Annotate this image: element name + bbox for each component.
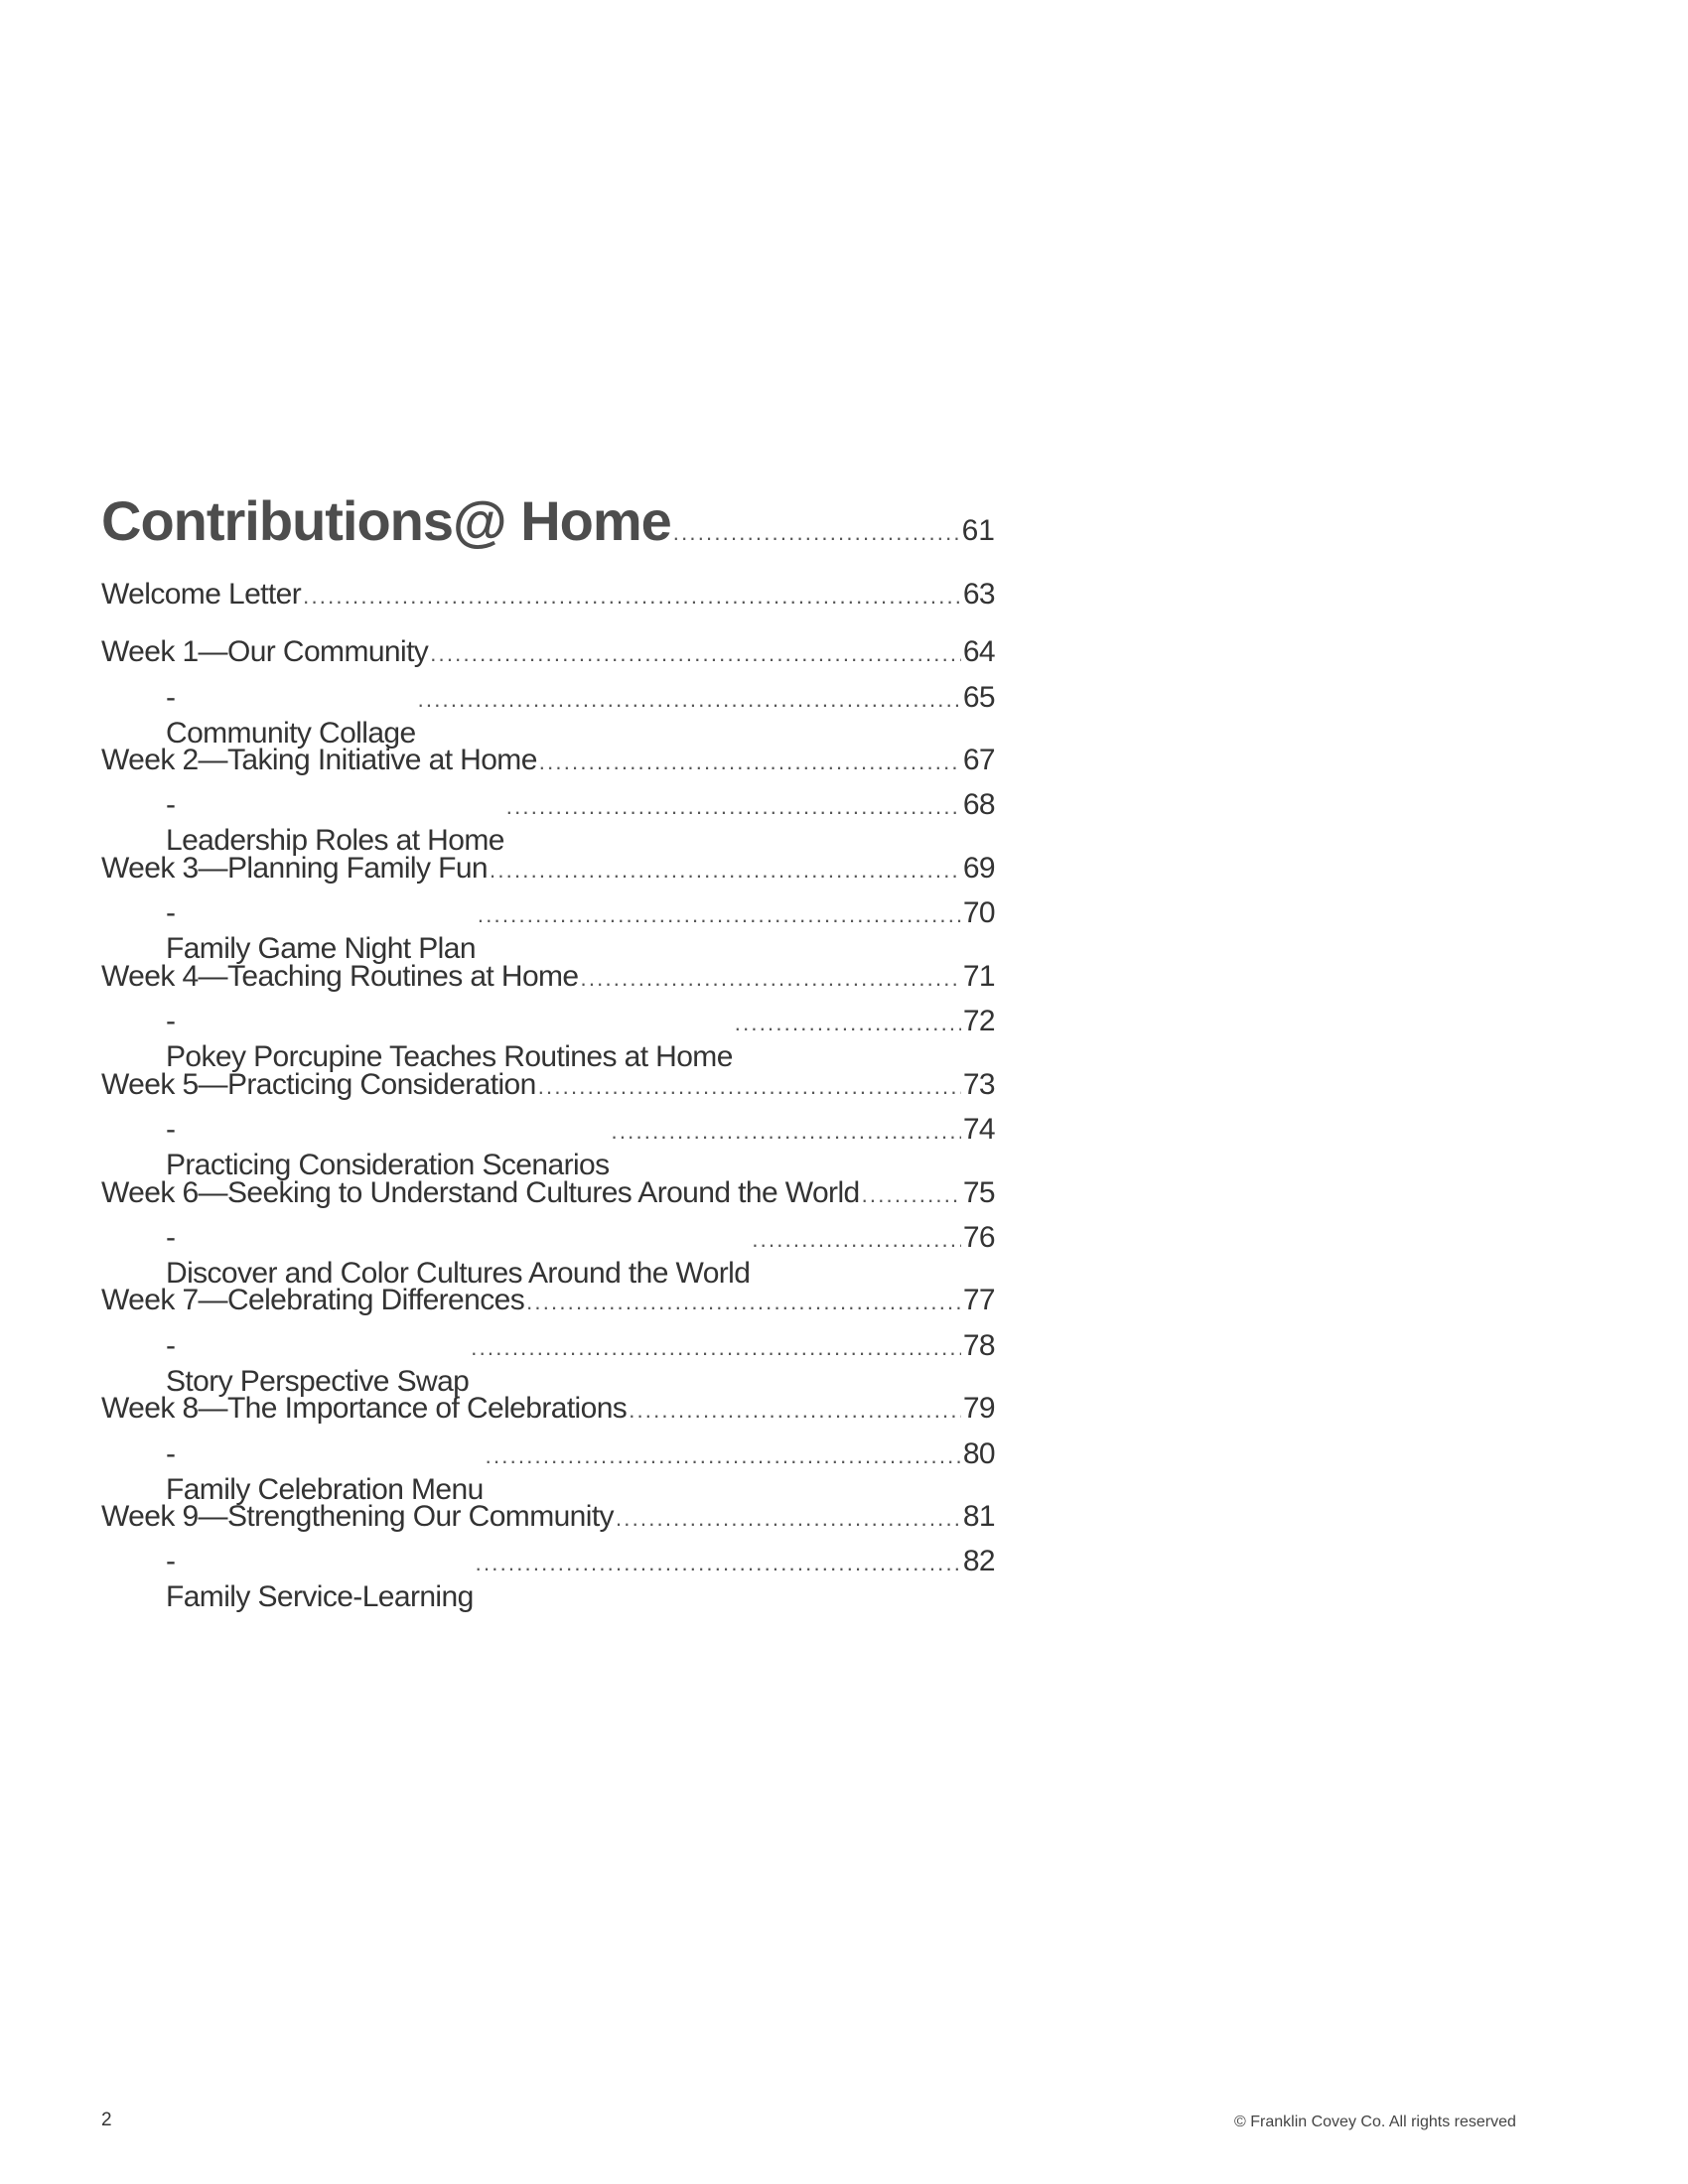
dot-leader bbox=[735, 1006, 961, 1041]
toc-entry[interactable] bbox=[101, 1391, 995, 1429]
toc-subentry[interactable] bbox=[101, 1328, 995, 1400]
entry-page-number: 71 bbox=[962, 960, 995, 993]
entry-page-number: 63 bbox=[962, 578, 995, 611]
entry-page-number: 64 bbox=[962, 635, 995, 668]
dot-leader bbox=[303, 579, 961, 614]
entry-label: Week 5—Practicing Consideration bbox=[101, 1068, 536, 1101]
dot-leader bbox=[752, 1222, 960, 1258]
entry-label-wrap bbox=[101, 1544, 474, 1615]
dot-leader bbox=[486, 1438, 961, 1474]
toc-entry[interactable] bbox=[101, 577, 995, 614]
entry-label: Welcome Letter bbox=[101, 578, 302, 611]
entry-label-wrap bbox=[101, 1283, 524, 1318]
entry-page-number: 65 bbox=[962, 681, 995, 714]
dash-bullet: - bbox=[166, 1221, 176, 1254]
dot-leader bbox=[539, 745, 961, 780]
entry-label: Community Collage bbox=[166, 717, 416, 750]
entry-label-wrap bbox=[101, 851, 488, 887]
entry-page-number: 77 bbox=[962, 1284, 995, 1316]
toc-entry[interactable] bbox=[101, 959, 995, 997]
dash-bullet: - bbox=[166, 1005, 176, 1037]
dash-bullet: - bbox=[166, 788, 176, 821]
entry-label: Family Celebration Menu bbox=[166, 1473, 484, 1506]
entry-page-number: 74 bbox=[962, 1113, 995, 1146]
entry-label: Week 3—Planning Family Fun bbox=[101, 852, 489, 885]
entry-label: Leadership Roles at Home bbox=[166, 824, 504, 857]
toc-entry[interactable] bbox=[101, 634, 995, 672]
entry-label-wrap bbox=[101, 1499, 614, 1535]
toc-subentry[interactable] bbox=[101, 1004, 995, 1075]
dot-leader bbox=[490, 853, 961, 888]
entry-page-number: 73 bbox=[962, 1068, 995, 1101]
entry-label-wrap bbox=[101, 1220, 750, 1292]
table-of-contents bbox=[101, 0, 995, 2184]
toc-entry[interactable] bbox=[101, 1499, 995, 1537]
toc-subentry[interactable] bbox=[101, 1220, 995, 1292]
entry-page-number: 72 bbox=[962, 1005, 995, 1037]
entry-label: Week 4—Teaching Routines at Home bbox=[101, 960, 579, 993]
entry-label-wrap bbox=[101, 1004, 733, 1075]
dot-leader bbox=[538, 1069, 961, 1105]
dot-leader bbox=[430, 636, 961, 672]
dash-bullet: - bbox=[166, 681, 176, 714]
dot-leader bbox=[506, 789, 961, 825]
toc-entry[interactable] bbox=[101, 1283, 995, 1320]
entry-label-wrap bbox=[101, 634, 428, 670]
toc-subentry[interactable] bbox=[101, 787, 995, 859]
entry-label-wrap bbox=[101, 577, 301, 613]
entry-label-wrap bbox=[101, 1175, 860, 1211]
dot-leader bbox=[478, 897, 961, 933]
entry-label-wrap bbox=[101, 959, 579, 995]
dot-leader bbox=[612, 1114, 961, 1150]
footer-page-number: 2 bbox=[101, 2110, 112, 2130]
toc-subentry[interactable] bbox=[101, 1436, 995, 1508]
toc-subentry[interactable] bbox=[101, 1544, 995, 1615]
entry-label: Week 9—Strengthening Our Community bbox=[101, 1500, 614, 1533]
entry-label: Family Game Night Plan bbox=[166, 932, 476, 965]
entry-page-number: 81 bbox=[962, 1500, 995, 1533]
entry-label: Week 7—Celebrating Differences bbox=[101, 1284, 525, 1316]
entry-page-number: 76 bbox=[962, 1221, 995, 1254]
toc-entry[interactable] bbox=[101, 743, 995, 780]
dot-leader bbox=[862, 1177, 961, 1213]
entry-page-number: 67 bbox=[962, 744, 995, 776]
entry-label-wrap bbox=[101, 743, 537, 778]
dash-bullet: - bbox=[166, 896, 176, 929]
entry-page-number: 68 bbox=[962, 788, 995, 821]
dot-leader bbox=[629, 1393, 961, 1429]
entry-label: Week 6—Seeking to Understand Cultures Around the World bbox=[101, 1176, 860, 1209]
entry-label-wrap bbox=[101, 1436, 484, 1508]
entry-label: Family Service-Learning bbox=[166, 1580, 474, 1613]
entry-page-number: 70 bbox=[962, 896, 995, 929]
entry-label: Discover and Color Cultures Around the World bbox=[166, 1257, 751, 1290]
entry-page-number: 78 bbox=[962, 1329, 995, 1362]
dash-bullet: - bbox=[166, 1113, 176, 1146]
dot-leader bbox=[418, 682, 961, 718]
entry-label-wrap bbox=[101, 1391, 627, 1427]
toc-entry[interactable] bbox=[101, 1175, 995, 1213]
entry-label-wrap bbox=[101, 680, 416, 751]
dot-leader bbox=[673, 520, 960, 546]
entry-label: Practicing Consideration Scenarios bbox=[166, 1149, 610, 1181]
section-title: Contributions@ Home bbox=[101, 489, 671, 552]
dash-bullet: - bbox=[166, 1437, 176, 1470]
entry-label: Week 8—The Importance of Celebrations bbox=[101, 1392, 628, 1425]
dot-leader bbox=[616, 1501, 961, 1537]
entry-page-number: 79 bbox=[962, 1392, 995, 1425]
entry-page-number: 75 bbox=[962, 1176, 995, 1209]
entry-page-number: 82 bbox=[962, 1545, 995, 1577]
entry-label-wrap bbox=[101, 787, 504, 859]
entry-label-wrap bbox=[101, 1328, 469, 1400]
toc-subentry[interactable] bbox=[101, 1112, 995, 1183]
entry-label: Pokey Porcupine Teaches Routines at Home bbox=[166, 1040, 733, 1073]
entry-label-wrap bbox=[101, 1112, 610, 1183]
toc-title-row[interactable] bbox=[101, 486, 995, 556]
toc-entry[interactable] bbox=[101, 851, 995, 888]
entry-label-wrap bbox=[101, 1067, 536, 1103]
dash-bullet: - bbox=[166, 1545, 176, 1577]
entry-label-wrap bbox=[101, 895, 476, 967]
dot-leader bbox=[476, 1546, 961, 1581]
dot-leader bbox=[526, 1285, 961, 1320]
entry-label: Week 2—Taking Initiative at Home bbox=[101, 744, 537, 776]
toc-entry[interactable] bbox=[101, 1067, 995, 1105]
section-page-number: 61 bbox=[961, 514, 995, 547]
dash-bullet: - bbox=[166, 1329, 176, 1362]
entry-page-number: 69 bbox=[962, 852, 995, 885]
footer-copyright: © Franklin Covey Co. All rights reserved bbox=[1234, 2114, 1516, 2130]
entry-label: Week 1—Our Community bbox=[101, 635, 429, 668]
toc-subentry[interactable] bbox=[101, 680, 995, 751]
dot-leader bbox=[581, 961, 961, 997]
toc-subentry[interactable] bbox=[101, 895, 995, 967]
entry-page-number: 80 bbox=[962, 1437, 995, 1470]
entry-label: Story Perspective Swap bbox=[166, 1365, 470, 1398]
dot-leader bbox=[471, 1330, 961, 1366]
